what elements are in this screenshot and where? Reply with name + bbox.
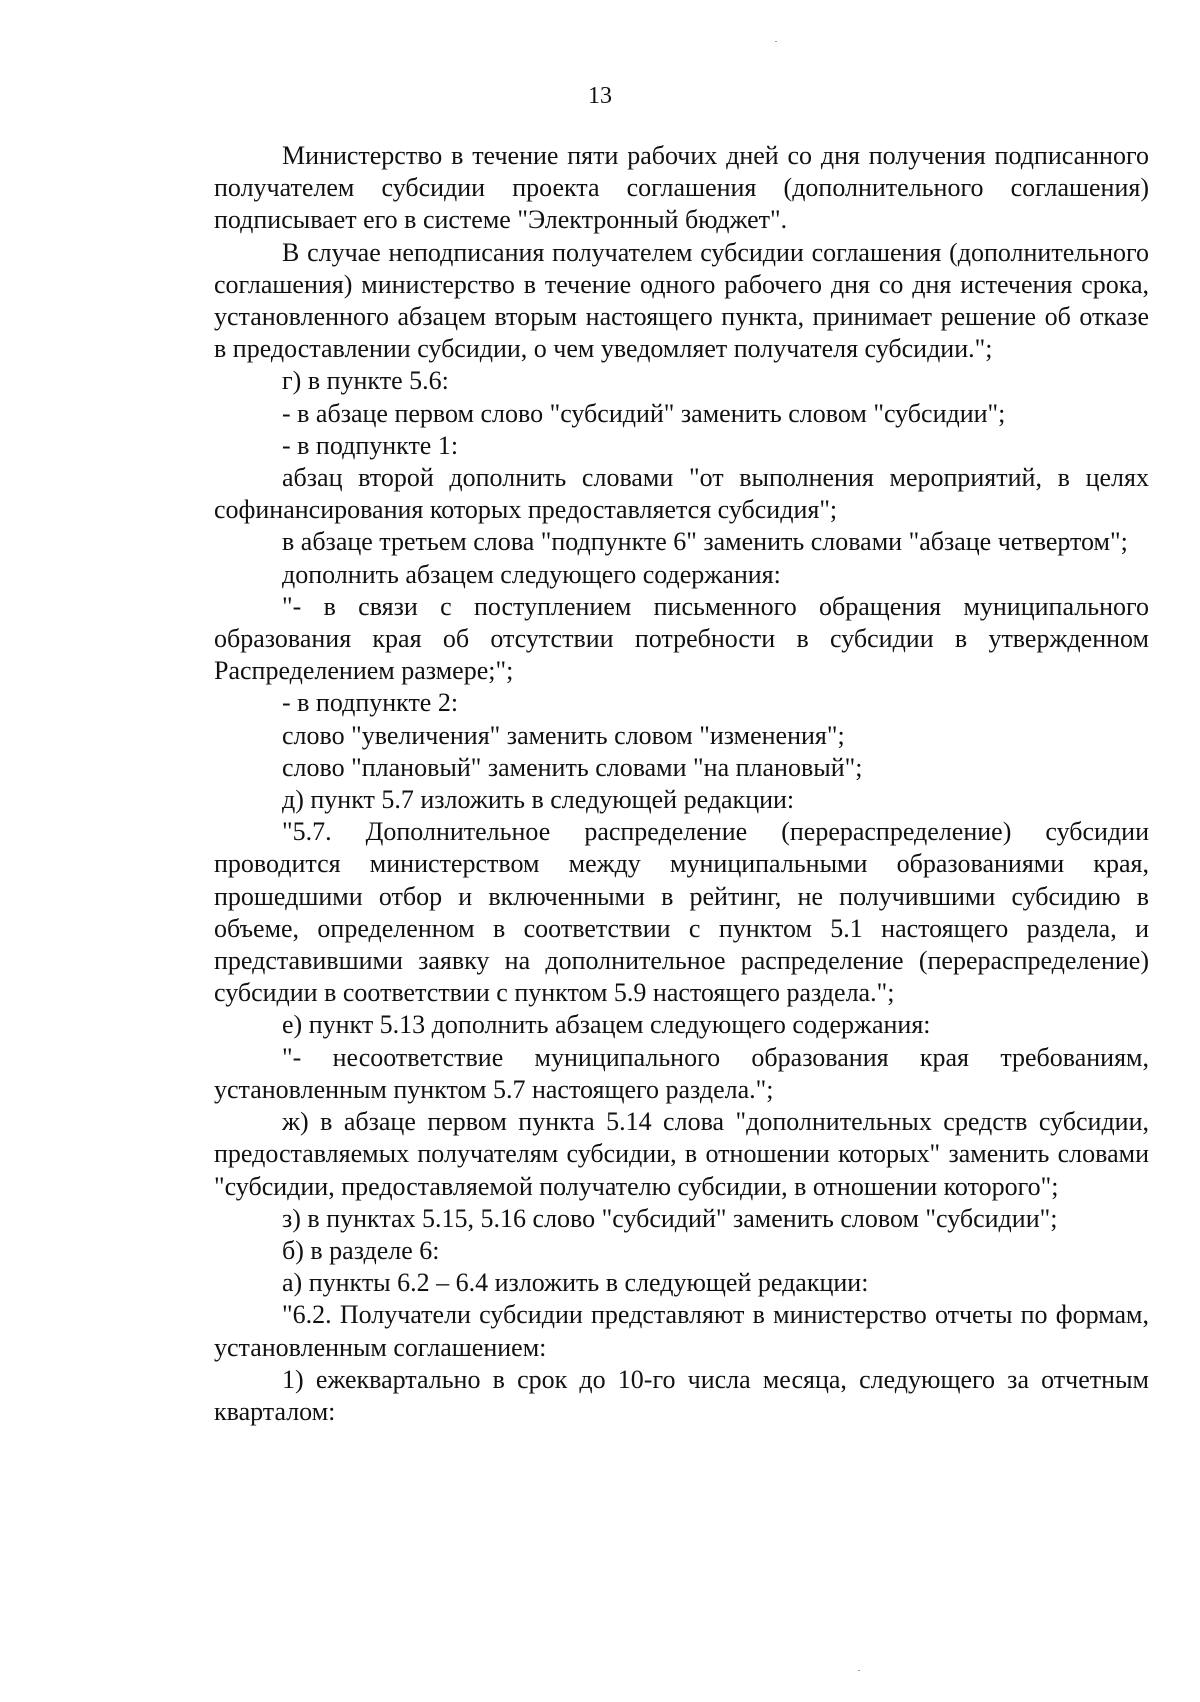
paragraph: б) в разделе 6: xyxy=(282,1235,440,1265)
paragraph: абзац второй дополнить словами "от выполнения мероприятий, в целях софинансирования которых предоставляется субсидия"; xyxy=(214,463,1149,525)
paragraph: а) пункты 6.2 – 6.4 изложить в следующей редакции: xyxy=(282,1268,869,1298)
paragraph: ж) в абзаце первом пункта 5.14 слова "дополнительных средств субсидии, предоставляемых получателям субсидии, в отношении которых" заменить словами "субсидии, предоставляемой получателю субсидии, в отношении которого"; xyxy=(214,1107,1149,1201)
paragraph: - в подпункте 2: xyxy=(282,688,459,718)
paragraph: - в абзаце первом слово "субсидий" заменить словом "субсидии"; xyxy=(282,398,1006,428)
paragraph: 1) ежеквартально в срок до 10-го числа месяца, следующего за отчетным кварталом: xyxy=(214,1364,1149,1426)
paragraph: з) в пунктах 5.15, 5.16 слово "субсидий" заменить словом "субсидии"; xyxy=(282,1203,1058,1233)
paragraph: д) пункт 5.7 изложить в следующей редакции: xyxy=(282,785,795,815)
paragraph: "5.7. Дополнительное распределение (перераспределение) субсидии проводится министерством между муниципальными образованиями края, прошедшими отбор и включенными в рейтинг, не получившими субсидию в объеме, определенном в соответствии с пунктом 5.1 настоящего раздела, и представившими заявку на дополнительное распределение (перераспределение) субсидии в соответствии с пунктом 5.9 настоящего раздела."; xyxy=(214,817,1149,1008)
paragraph: "- в связи с поступлением письменного обращения муниципального образования края об отсутствии потребности в субсидии в утвержденном Распределением размере;"; xyxy=(214,591,1149,686)
paragraph: "6.2. Получатели субсидии представляют в министерство отчеты по формам, установленным соглашением: xyxy=(214,1300,1149,1362)
paragraph: слово "плановый" заменить словами "на плановый"; xyxy=(282,752,863,782)
paragraph: е) пункт 5.13 дополнить абзацем следующего содержания: xyxy=(282,1010,931,1040)
paragraph: дополнить абзацем следующего содержания: xyxy=(282,559,781,589)
scan-speck xyxy=(775,41,777,42)
paragraph: "- несоответствие муниципального образования края требованиям, установленным пунктом 5.7 настоящего раздела."; xyxy=(214,1042,1149,1104)
scan-speck xyxy=(858,1670,860,1671)
paragraph: г) в пункте 5.6: xyxy=(282,366,449,396)
paragraph: Министерство в течение пяти рабочих дней со дня получения подписанного получателем субсидии проекта соглашения (дополнительного соглашения) подписывает его в системе "Электронный бюджет". xyxy=(214,141,1149,235)
document-body xyxy=(214,140,1149,1428)
paragraph: В случае неподписания получателем субсидии соглашения (дополнительного соглашения) министерство в течение одного рабочего дня со дня истечения срока, установленного абзацем вторым настоящего пункта, принимает решение об отказе в предоставлении субсидии, о чем уведомляет получателя субсидии."; xyxy=(214,237,1149,364)
paragraph: - в подпункте 1: xyxy=(282,430,459,460)
paragraph: в абзаце третьем слова "подпункте 6" заменить словами "абзаце четвертом"; xyxy=(282,527,1128,557)
page-number: 13 xyxy=(588,83,612,109)
paragraph: слово "увеличения" заменить словом "изменения"; xyxy=(282,720,845,750)
